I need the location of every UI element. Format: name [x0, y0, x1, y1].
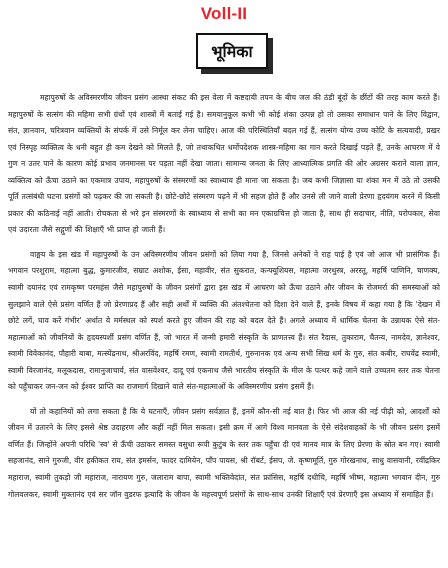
document-body — [8, 90, 440, 503]
paragraph-1: महापुरुषों के अविस्मरणीय जीवन प्रसंग आस्था संकट की इस वेला में कष्टदायी तपन के बीच जल की ठंडी बूंदों के छींटों की तरह काम करते हैं। महापुरुषों के सत्संग की महिमा सभी ग्रंथों एवं शास्त्रों में बताई गई है। समयानुकूल कभी भी कोई शंका उत्पन्न हो तो उसका समाधान पाने के लिए विद्वान, संत, ज्ञानवान, चरित्रवान व्यक्तियों के संपर्क में उसे निर्मूल कर लेना चाहिए। आज की परिस्थितियाँ बदल गई हैं, सत्संग योग्य उच्च कोटि के सत्यवादी, प्रखर एवं निस्पृह व्यक्तित्व के धनी बहुत ही कम देखने को मिलते हैं, जो तथाकथित धर्मोपदेशक शास्त्र-महिमा का गान करते दिखाई पड़ते हैं, उनके आचरण में वे गुण न उतर पाने के कारण कोई प्रभाव जनमानस पर पड़ता नहीं देखा जाता। सामान्य जनता के लिए आध्यात्मिक प्रगति की ओर अग्रसर कराने वाला ज्ञान, व्यक्तित्व को ऊँचा उठाने का एकमात्र उपाय, महापुरुषों के संस्मरणों का स्वाध्याय ही माना जा सकता है। जब कभी जिज्ञासा या शंका मन में उठे तो उसकी पूर्ति तत्संबंधी घटना प्रसंगों को पढ़कर की जा सकती है। छोटे-छोटे संस्मरण पढ़ने में भी सहज होते हैं और उनसे ली जाने वाली प्रेरणा हृदयंगम करने में किसी प्रकार की कठिनाई नहीं आती। रोचकता से भरे इन संस्मरणों के स्वाध्याय से सभी का मन एकाग्रचित्त हो जाता है, साथ ही सदाचार, नीति, परोपकार, सेवा एवं उदारता जैसे सद्गुणों की शिक्षाएँ भी प्राप्त हो जाती हैं। — [8, 93, 440, 235]
section-title: भूमिका — [211, 42, 253, 61]
section-title-box — [196, 33, 268, 69]
paragraph-2: वाङ्मय के इस खंड में महापुरुषों के उन अविस्मरणीय जीवन प्रसंगों को लिया गया है, जिनसे अनेकों ने राह पाई है एवं जो आज भी प्रासंगिक हैं। भगवान परशुराम, महात्मा बुद्ध, कुमारजीव, सम्राट अशोक, ईसा, महावीर, संत सुकरात, कन्फ्यूशियस, महात्मा जरथुस्त्र, अरस्तू, महर्षि पाणिनि, चाणक्य, स्वामी दयानंद एवं रामकृष्ण परमहंस जैसे महापुरुषों के जीवन प्रसंगों द्वारा इस खंड में आचरण को ऊँचा उठाने और जीवन के रोजमर्रा की समस्याओं को सुलझाने वाले ऐसे प्रसंग वर्णित हैं जो प्रेरणाप्रद हैं और सही अर्थों में व्यक्ति की अंतश्चेतना को दिशा देने वाले हैं, इनके विषय में कहा गया है कि 'देखन में छोटे लगें, घाव करें गंभीर' अर्थात ये मर्मस्थल को स्पर्श करते हुए जीवन की राह को बदल देते हैं। अगले अध्याय में धार्मिक चेतना के उन्नायक ऐसे संत-महात्माओं को जीवनियों के हृदयस्पर्शी प्रसंग वर्णित हैं, जो भारत में जन्मी हमारी संस्कृति के प्राणतत्त्व हैं। संत रैदास, तुकाराम, चैतन्य, नामदेव, ज्ञानेश्वर, स्वामी विवेकानंद, पौहारी बाबा, मत्स्येंद्रनाथ, श्रीअरविंद, महर्षि रमण, स्वामी रामतीर्थ, गुरुनानक एवं अन्य सभी सिख धर्म के गुरु, संत कबीर, राघवेंद्र स्वामी, स्वामी विरजानंद, मलूकदास, रामानुजाचार्य, संत वासवेश्वर, दादू एवं एकनाथ जैसे भारतीय संस्कृति के मील के पत्थर कहे जाने वाले उच्चतम स्तर तक चेतना को पहुँचाकर जन-जन को ईश्वर प्राप्ति का राजमार्ग दिखाने वाले संत-महात्माओं के अविस्मरणीय प्रसंग इसमें हैं। — [8, 249, 440, 392]
paragraph-3: यों तो कहानियों को लगा सकता है कि ये घटनाएँ, जीवन प्रसंग सर्वज्ञात हैं, इनमें कौन-सी नई बात है। फिर भी आज की नई पीढ़ी को, आदर्शों को जीवन में उतारने के लिए इससे श्रेष्ठ उदाहरण और कहीं नहीं मिल सकता। इसी क्रम में आगे विश्व मानवता के ऐसे संदेशवाहकों के भी जीवन प्रसंग इसमें वर्णित हैं। जिन्होंने अपनी परिधि 'स्व' से ऊँची उठाकर समस्त वसुधा रूपी कुटुंब के स्तर तक पहुँचा दी एवं मानव मात्र के लिए प्रेरणा के स्रोत बन गए। स्वामी सहजानंद, साने गुरुजी, वीर हकीकत राय, संत इमर्सन, फादर दामियेन, पाँप पायस, श्री रॉबर्ट, ईसप, जे. कृष्णमूर्ति, गुरु गोरखनाथ, साधु वासवानी, रवींद्रकिर महाराज, स्वामी तुकड़ो जी महाराज, नारायण गुरु, जलाराम बापा, स्वामी भक्तिवेदांत, संत फ्रांसिस, महर्षि दधीचि, महर्षि भीष्म, महात्मा भगवान दीन, गुरु गोलवलकर, स्वामी मुक्तानंद एवं सर जॉन वुडरफ इत्यादि के जीवन के महत्त्वपूर्ण प्रसंगों के साथ-साथ उनकी शिक्षाएँ एवं प्रेरणाएँ इस अध्याय में समाहित हैं। — [8, 406, 440, 499]
volume-label: Voll-II — [200, 4, 248, 23]
